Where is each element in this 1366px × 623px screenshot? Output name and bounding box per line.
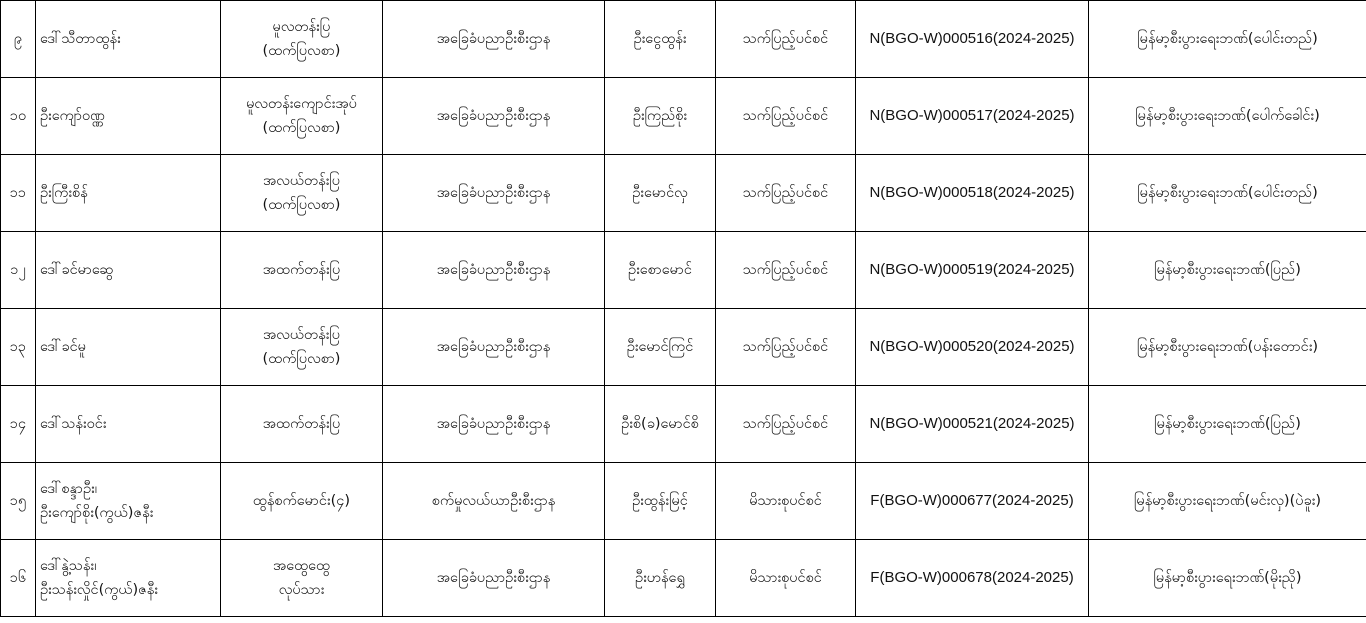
position-line: အလယ်တန်းပြ — [263, 173, 340, 189]
pensioner-name — [36, 540, 221, 617]
position — [221, 386, 383, 463]
pensioner-name-line: ဒေါ်သန်းဝင်း — [40, 416, 107, 432]
head-name: ဦးမောင်ကြင် — [605, 309, 716, 386]
pensioner-name-line: ဒေါ်နွဲ့သန်း၊ — [40, 558, 97, 574]
position-line: မူလတန်းပြ — [272, 19, 331, 35]
paying-bank: မြန်မာ့စီးပွားရေးဘဏ်(ပြည်) — [1089, 386, 1366, 463]
position-line: အထွေထွေ — [272, 558, 331, 574]
row-number: ၁၅ — [1, 463, 36, 540]
paying-bank: မြန်မာ့စီးပွားရေးဘဏ်(ပေါင်းတည်) — [1089, 155, 1366, 232]
paying-bank: မြန်မာ့စီးပွားရေးဘဏ်(မိုးညို) — [1089, 540, 1366, 617]
table-row — [1, 232, 1366, 309]
row-number: ၁၆ — [1, 540, 36, 617]
pensioner-name — [36, 1, 221, 78]
table-row — [1, 463, 1366, 540]
registration-number: N(BGO-W)000518(2024-2025) — [856, 155, 1089, 232]
row-number: ၁၁ — [1, 155, 36, 232]
head-name: ဦးမောင်လှ — [605, 155, 716, 232]
paying-bank: မြန်မာ့စီးပွားရေးဘဏ်(ပေါက်ခေါင်း) — [1089, 78, 1366, 155]
registration-number: F(BGO-W)000678(2024-2025) — [856, 540, 1089, 617]
position-line: (ထက်ပြလစာ) — [262, 351, 341, 367]
position-line: အထက်တန်းပြ — [262, 416, 341, 432]
position-line: အလယ်တန်းပြ — [263, 327, 340, 343]
position — [221, 309, 383, 386]
pensioner-name-line: ဦးကြီးစိန် — [40, 185, 88, 201]
row-number: ၉ — [1, 1, 36, 78]
registration-number: F(BGO-W)000677(2024-2025) — [856, 463, 1089, 540]
paying-bank: မြန်မာ့စီးပွားရေးဘဏ်(ပေါင်းတည်) — [1089, 1, 1366, 78]
pension-type: သက်ပြည့်ပင်စင် — [716, 1, 856, 78]
row-number: ၁၄ — [1, 386, 36, 463]
position — [221, 1, 383, 78]
pensioner-name-line: ဒေါ်သီတာထွန်း — [40, 31, 121, 47]
office: အခြေခံပညာဦးစီးဌာန — [383, 540, 605, 617]
pensioner-name — [36, 78, 221, 155]
pensioner-name — [36, 155, 221, 232]
office: အခြေခံပညာဦးစီးဌာန — [383, 155, 605, 232]
pension-type: သက်ပြည့်ပင်စင် — [716, 386, 856, 463]
table-row — [1, 1, 1366, 78]
registration-number: N(BGO-W)000521(2024-2025) — [856, 386, 1089, 463]
head-name: ဦးထွန်းမြင့် — [605, 463, 716, 540]
table-row — [1, 386, 1366, 463]
position — [221, 155, 383, 232]
pensioner-name-line: ဦးကျော်ဝဏ္ဏ — [40, 108, 105, 124]
office: အခြေခံပညာဦးစီးဌာန — [383, 1, 605, 78]
pension-type: သက်ပြည့်ပင်စင် — [716, 309, 856, 386]
pensioner-name-line: ဦးကျော်စိုး(ကွယ်)ဇနီး — [40, 505, 154, 521]
pensioner-name-line: ဦးသန်းလှိုင်(ကွယ်)ဇနီး — [40, 582, 158, 598]
row-number: ၁၀ — [1, 78, 36, 155]
position — [221, 232, 383, 309]
table-row — [1, 540, 1366, 617]
pension-type: မိသားစုပင်စင် — [716, 540, 856, 617]
pensioner-name-line: ဒေါ်ခင်မာဆွေ — [40, 262, 114, 278]
position-line: (ထက်ပြလစာ) — [262, 43, 341, 59]
pensioner-name-line: ဒေါ်ခင်မူ — [40, 339, 86, 355]
position — [221, 463, 383, 540]
registration-number: N(BGO-W)000517(2024-2025) — [856, 78, 1089, 155]
office: စက်မှုလယ်ယာဦးစီးဌာန — [383, 463, 605, 540]
office: အခြေခံပညာဦးစီးဌာန — [383, 78, 605, 155]
position — [221, 78, 383, 155]
paying-bank: မြန်မာ့စီးပွားရေးဘဏ်(ပြည်) — [1089, 232, 1366, 309]
head-name: ဦးကြည်စိုး — [605, 78, 716, 155]
position-line: မူလတန်းကျောင်းအုပ် — [246, 96, 357, 112]
position-line: အထက်တန်းပြ — [262, 262, 341, 278]
position-line: (ထက်ပြလစာ) — [262, 120, 341, 136]
paying-bank: မြန်မာ့စီးပွားရေးဘဏ်(မင်းလှ)(ပဲခူး) — [1089, 463, 1366, 540]
position — [221, 540, 383, 617]
pension-type: သက်ပြည့်ပင်စင် — [716, 155, 856, 232]
table-body — [1, 1, 1366, 617]
pension-type: သက်ပြည့်ပင်စင် — [716, 232, 856, 309]
registration-number: N(BGO-W)000520(2024-2025) — [856, 309, 1089, 386]
row-number: ၁၂ — [1, 232, 36, 309]
table-row — [1, 309, 1366, 386]
head-name: ဦးစောမောင် — [605, 232, 716, 309]
office: အခြေခံပညာဦးစီးဌာန — [383, 309, 605, 386]
pension-type: သက်ပြည့်ပင်စင် — [716, 78, 856, 155]
office: အခြေခံပညာဦးစီးဌာန — [383, 386, 605, 463]
position-line: ထွန်စက်မောင်း(၄) — [252, 493, 351, 509]
pensioner-name — [36, 232, 221, 309]
registration-number: N(BGO-W)000516(2024-2025) — [856, 1, 1089, 78]
head-name: ဦးစိ(ခ)မောင်စိ — [605, 386, 716, 463]
row-number: ၁၃ — [1, 309, 36, 386]
position-line: လုပ်သား — [278, 582, 325, 598]
table-row — [1, 78, 1366, 155]
paying-bank: မြန်မာ့စီးပွားရေးဘဏ်(ပန်းတောင်း) — [1089, 309, 1366, 386]
registration-number: N(BGO-W)000519(2024-2025) — [856, 232, 1089, 309]
pension-type: မိသားစုပင်စင် — [716, 463, 856, 540]
head-name: ဦးငွေထွန်း — [605, 1, 716, 78]
pensioner-name — [36, 463, 221, 540]
pensioner-name — [36, 386, 221, 463]
pensioner-name-line: ဒေါ်စန္ဒာဦး၊ — [40, 481, 98, 497]
head-name: ဦးဟန်ရွှေ — [605, 540, 716, 617]
table-row — [1, 155, 1366, 232]
office: အခြေခံပညာဦးစီးဌာန — [383, 232, 605, 309]
pensioner-name — [36, 309, 221, 386]
position-line: (ထက်ပြလစာ) — [262, 197, 341, 213]
